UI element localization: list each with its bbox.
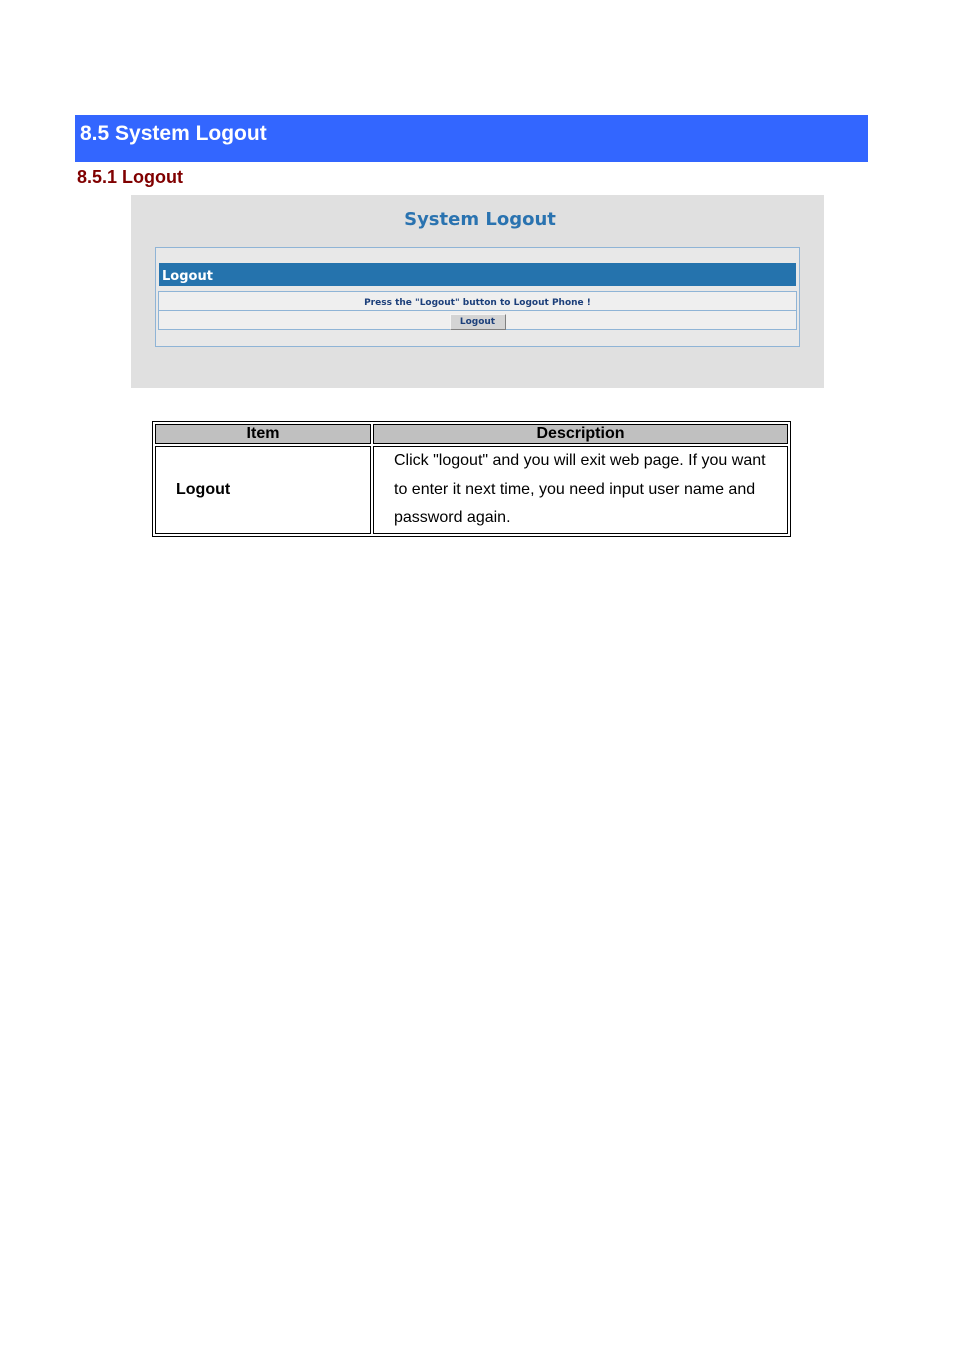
section-title: 8.5 System Logout <box>80 122 267 145</box>
logout-message-row <box>158 291 797 311</box>
table-header-row <box>155 424 788 444</box>
logout-panel-header <box>159 263 796 286</box>
system-logout-screenshot <box>131 195 824 388</box>
ui-page-title: System Logout <box>404 209 556 230</box>
row-item: Logout <box>155 446 371 534</box>
header-description: Description <box>373 424 788 444</box>
row-description: Click "logout" and you will exit web page. If you want to enter it next time, you need input user name and password again. <box>373 446 788 534</box>
logout-panel <box>155 247 800 347</box>
header-item: Item <box>155 424 371 444</box>
logout-message: Press the "Logout" button to Logout Phone ! <box>364 298 591 308</box>
description-table <box>152 421 791 537</box>
table-row <box>155 446 788 534</box>
subsection-title: 8.5.1 Logout <box>77 167 184 187</box>
section-heading-bar <box>75 115 868 162</box>
logout-button-row <box>158 310 797 330</box>
logout-panel-header-label: Logout <box>162 269 213 284</box>
logout-button[interactable]: Logout <box>450 314 506 330</box>
